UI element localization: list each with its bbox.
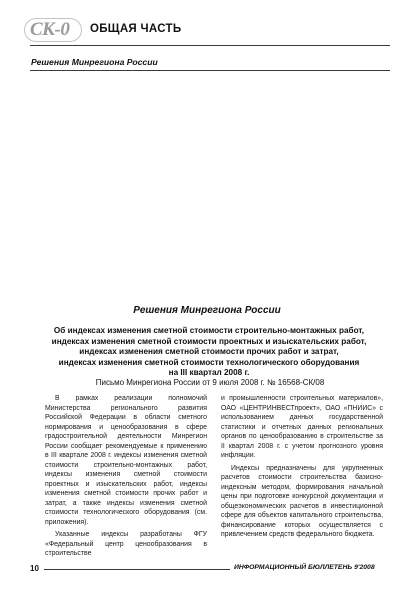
paragraph: и промышленности строительных материалов», ОАО «ЦЕНТРИНВЕСТпроект», ОАО «ПНИИС» с использованием данных государственной статистики и отчетных данных региональных органов по ценообразованию в строительстве за II квартал 2008 г. с учетом прогнозного уровня инфляции.: [221, 395, 383, 459]
title-line: индексах изменения сметной стоимости прочих работ и затрат,: [79, 347, 339, 357]
logo-text: СК-0: [30, 19, 70, 40]
footer-rule: [44, 569, 230, 570]
paragraph: В рамках реализации полномочий Министерства регионального развития Российской Федерации в области сметного нормирования и ценообразования в сфере градостроительной деятельности Минрегион России сообщает рекомендуемые к применению в III квартале 2008 г. индексы изменения сметной стоимости строительно-монтажных работ, индексы изменения сметной стоимости проектных и изыскательских работ, индексы изменения сметной стоимости прочих работ и затрат, а также индексы изменения сметной стоимости технологического оборудования (см. приложения).: [45, 395, 207, 526]
header-rule: [30, 45, 390, 46]
journal-logo: [30, 21, 78, 39]
logo-ring: [24, 18, 82, 42]
paragraph: Указанные индексы разработаны ФГУ «Федеральный центр ценообразования в строительстве: [45, 531, 207, 557]
bulletin-title: ИНФОРМАЦИОННЫЙ БЮЛЛЕТЕНЬ 9'2008: [234, 564, 375, 571]
title-line: индексах изменения сметной стоимости проектных и изыскательских работ,: [51, 336, 367, 346]
article-heading: Решения Минрегиона России: [133, 305, 281, 316]
letter-reference: Письмо Минрегиона России от 9 июля 2008 г. № 16568-СК/08: [95, 378, 325, 387]
title-line: на III квартал 2008 г.: [168, 368, 250, 378]
article-title: [36, 326, 382, 379]
section-title: ОБЩАЯ ЧАСТЬ: [90, 23, 182, 35]
paragraph: Индексы предназначены для укрупненных расчетов стоимости строительства базисно-индексным методом, формирования начальной цены при подготовке конкурсной документации и общеэкономических расчетов в инвестиционной сфере для объектов капитального строительства, финансирование которых осуществляется с привлечением средств федерального бюджета.: [221, 464, 383, 538]
right-column: [221, 394, 383, 543]
subheader-rule: [30, 70, 390, 71]
page-number: 10: [30, 564, 39, 573]
title-line: индексах изменения сметной стоимости технологического оборудования: [58, 357, 360, 367]
left-column: [45, 394, 207, 562]
title-line: Об индексах изменения сметной стоимости строительно-монтажных работ,: [53, 326, 365, 335]
subsection-title: Решения Минрегиона России: [31, 57, 158, 67]
